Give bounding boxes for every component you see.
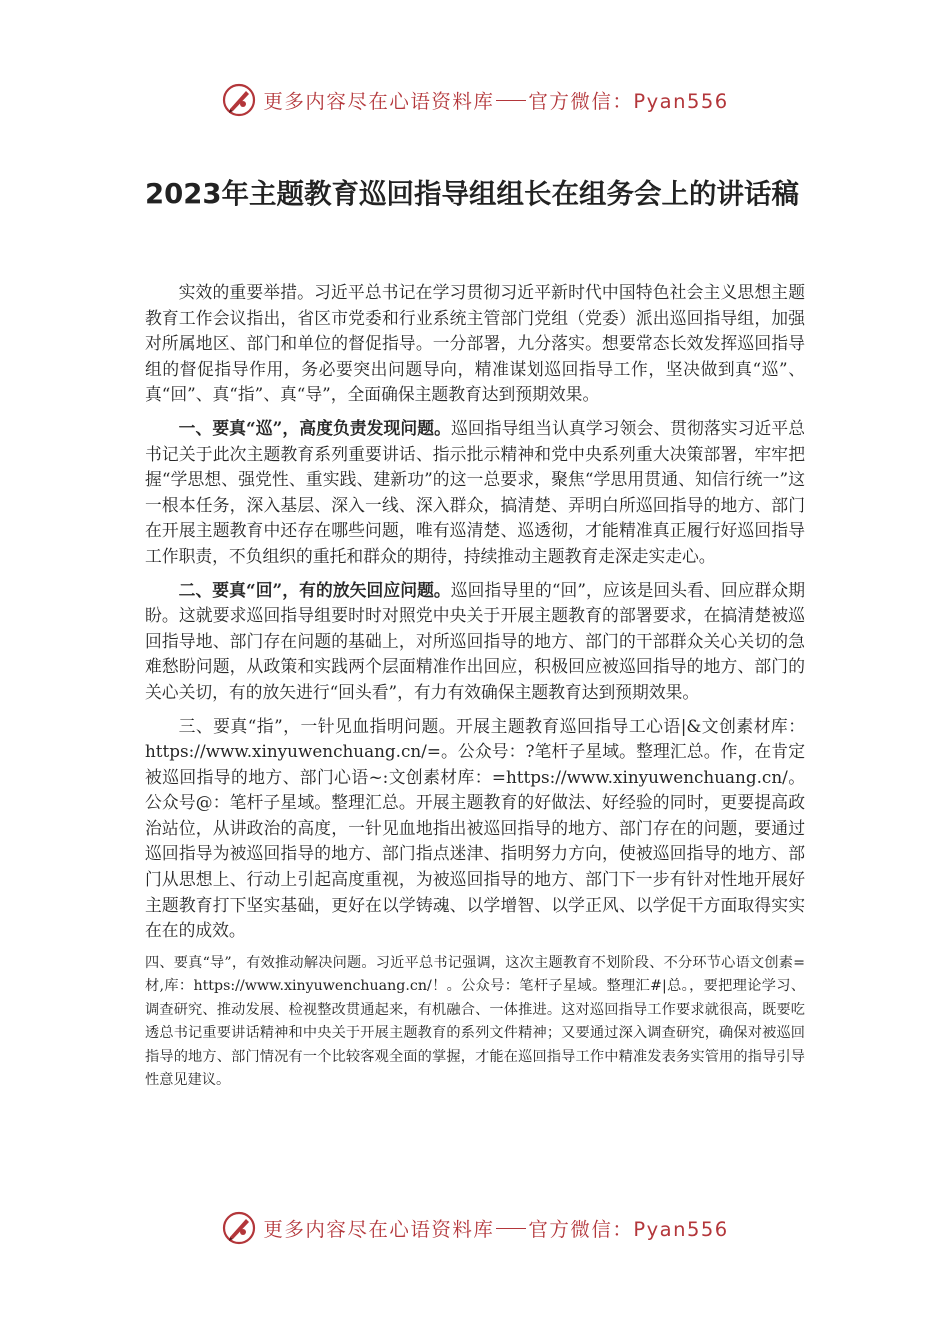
banner-text-tail: 官方微信：Pyan556 [528, 90, 729, 113]
pen-logo-icon [221, 82, 257, 118]
banner-dash-separator [496, 1228, 526, 1229]
banner-text-main: 更多内容尽在心语资料库 [263, 90, 495, 113]
banner-text-main: 更多内容尽在心语资料库 [263, 1218, 495, 1241]
section-1-heading: 一、要真“巡”，高度负责发现问题。 [178, 417, 451, 438]
pen-logo-icon [221, 1210, 257, 1246]
banner-text-tail: 官方微信：Pyan556 [528, 1218, 729, 1241]
section-4-paragraph: 四、要真“导”，有效推动解决问题。习近平总书记强调，这次主题教育不划阶段、不分环节心语文创素=材,库：https://www.xinyuwenchuang.cn/！。公众号：笔杆子星域。整理汇#|总。，要把理论学习、调查研究、推动发展、检视整改贯通起来，有机融合、一体推进。这对巡回指导工作要求就很高，既要吃透总书记重要讲话精神和中央关于开展主题教育的系列文件精神；又要通过深入调查研究，确保对被巡回指导的地方、部门情况有一个比较客观全面的掌握，才能在巡回指导工作中精准发表务实管用的指导引导性意见建议。 [145, 954, 805, 1089]
section-1-paragraph [145, 416, 805, 570]
document-title: 2023年主题教育巡回指导组组长在组务会上的讲话稿 [145, 178, 800, 210]
section-1-body: 巡回指导组当认真学习领会、贯彻落实习近平总书记关于此次主题教育系列重要讲话、指示批示精神和党中央系列重大决策部署，牢牢把握“学思想、强党性、重实践、建新功”的这一总要求，聚焦“学思用贯通、知信行统一”这一根本任务，深入基层、深入一线、深入群众，搞清楚、弄明白所巡回指导的地方、部门在开展主题教育中还存在哪些问题，唯有巡清楚、巡透彻，才能精准真正履行好巡回指导工作职责，不负组织的重托和群众的期待，持续推动主题教育走深走实走心。 [145, 417, 805, 566]
banner-dash-separator [496, 100, 526, 101]
intro-paragraph: 实效的重要举措。习近平总书记在学习贯彻习近平新时代中国特色社会主义思想主题教育工作会议指出，省区市党委和行业系统主管部门党组（党委）派出巡回指导组，加强对所属地区、部门和单位的督促指导。一分部署，九分落实。想要常态长效发挥巡回指导组的督促指导作用，务必要突出问题导向，精准谋划巡回指导工作，坚决做到真“巡”、真“回”、真“指”、真“导”，全面确保主题教育达到预期效果。 [145, 282, 805, 405]
section-3-paragraph: 三、要真“指”，一针见血指明问题。开展主题教育巡回指导工心语|&文创素材库：https://www.xinyuwenchuang.cn/=。公众号：?笔杆子星域。整理汇总。作，在肯定被巡回指导的地方、部门心语~:文创素材库：=https://www.xinyuwenchuang.cn/。公众号@：笔杆子星域。整理汇总。开展主题教育的好做法、好经验的同时，更要提高政治站位，从讲政治的高度，一针见血地指出被巡回指导的地方、部门存在的问题，要通过巡回指导为被巡回指导的地方、部门指点迷津、指明努力方向，使被巡回指导的地方、部门从思想上、行动上引起高度重视，为被巡回指导的地方、部门下一步有针对性地开展好主题教育打下坚实基础，更好在以学铸魂、以学增智、以学正风、以学促干方面取得实实在在的成效。 [145, 715, 805, 941]
document-body [145, 280, 805, 1101]
section-2-body: 巡回指导里的“回”，应该是回头看、回应群众期盼。这就要求巡回指导组要时时对照党中央关于开展主题教育的部署要求，在搞清楚被巡回指导地、部门存在问题的基础上，对所巡回指导的地方、部门的干部群众关心关切的急难愁盼问题，从政策和实践两个层面精准作出回应，积极回应被巡回指导的地方、部门的关心关切，有的放矢进行“回头看”，有力有效确保主题教育达到预期效果。 [145, 579, 805, 702]
footer-watermark-banner [0, 1206, 950, 1250]
header-watermark-banner [0, 78, 950, 122]
section-2-paragraph [145, 578, 805, 706]
section-2-heading: 二、要真“回”，有的放矢回应问题。 [178, 579, 451, 600]
